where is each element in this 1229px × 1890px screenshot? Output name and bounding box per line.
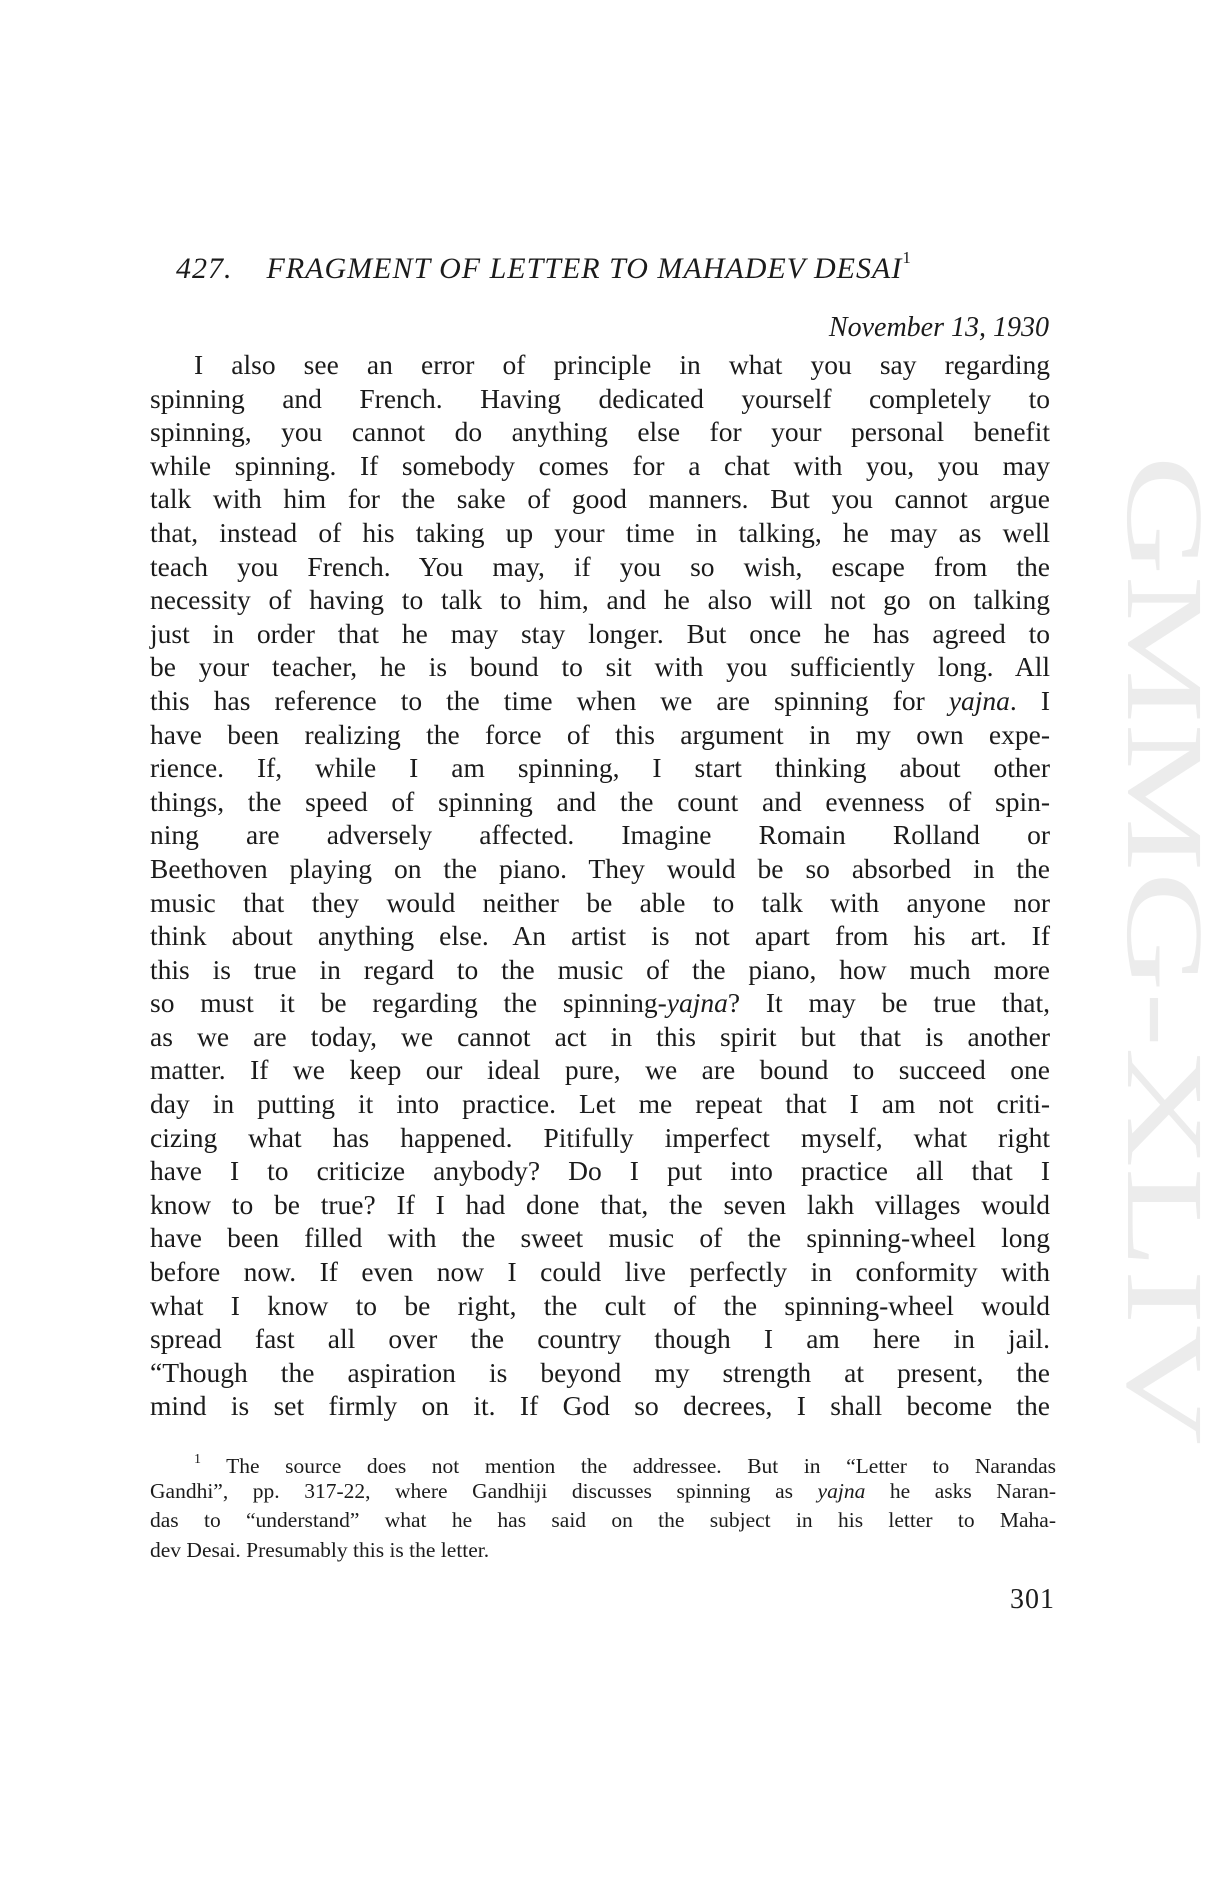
body-line xyxy=(150,886,1050,920)
text-segment: what I know to be right, the cult of the spinning-wheel would xyxy=(150,1289,1050,1321)
text-segment: . I xyxy=(1009,684,1050,716)
letter-body xyxy=(150,348,1050,1423)
text-segment: things, the speed of spinning and the count and evenness of spin- xyxy=(150,785,1050,817)
text-segment: have been realizing the force of this argument in my own expe- xyxy=(150,718,1050,750)
footnote-line xyxy=(150,1536,1056,1566)
text-segment: just in order that he may stay longer. But once he has agreed to xyxy=(150,617,1050,649)
text-segment: spinning, you cannot do anything else for your personal benefit xyxy=(150,416,1050,448)
body-line xyxy=(150,449,1050,483)
page-heading xyxy=(176,248,1106,286)
heading-number: 427. xyxy=(176,252,233,285)
body-line xyxy=(150,1221,1050,1255)
heading-footnote-ref: 1 xyxy=(902,248,912,267)
text-segment: talk with him for the sake of good manners. But you cannot argue xyxy=(150,483,1050,515)
watermark xyxy=(1104,455,1226,1445)
body-line xyxy=(150,415,1050,449)
text-segment: ? It may be true that, xyxy=(727,987,1050,1019)
body-line xyxy=(150,650,1050,684)
text-segment: music that they would neither be able to talk with anyone nor xyxy=(150,886,1050,918)
body-line xyxy=(150,852,1050,886)
body-line xyxy=(150,1322,1050,1356)
body-line xyxy=(150,1154,1050,1188)
watermark-graphic xyxy=(1104,455,1226,1445)
text-segment: before now. If even now I could live perfectly in conformity with xyxy=(150,1256,1050,1288)
body-line xyxy=(150,919,1050,953)
text-segment: dev Desai. Presumably this is the letter. xyxy=(150,1537,490,1562)
text-segment: this has reference to the time when we are spinning for xyxy=(150,684,949,716)
footnote-line xyxy=(150,1477,1056,1507)
body-line xyxy=(150,751,1050,785)
body-line xyxy=(150,818,1050,852)
text-segment: so must it be regarding the spinning- xyxy=(150,987,667,1019)
text-segment: that, instead of his taking up your time in talking, he may as well xyxy=(150,516,1050,548)
body-line xyxy=(150,617,1050,651)
text-segment: teach you French. You may, if you so wish, escape from the xyxy=(150,550,1050,582)
text-segment: have been filled with the sweet music of the spinning-wheel long xyxy=(150,1222,1050,1254)
text-segment: rience. If, while I am spinning, I start thinking about other xyxy=(150,752,1050,784)
text-segment: while spinning. If somebody comes for a chat with you, you may xyxy=(150,449,1050,481)
text-segment: matter. If we keep our ideal pure, we are bound to succeed one xyxy=(150,1054,1050,1086)
footnote-line xyxy=(150,1447,1056,1477)
body-line xyxy=(150,583,1050,617)
text-segment: day in putting it into practice. Let me repeat that I am not criti- xyxy=(150,1088,1050,1120)
body-line xyxy=(150,718,1050,752)
body-line xyxy=(150,1188,1050,1222)
body-line xyxy=(150,550,1050,584)
italic-term: yajna xyxy=(666,987,728,1019)
text-segment: spread fast all over the country though I am here in jail. xyxy=(150,1323,1050,1355)
body-line xyxy=(150,1356,1050,1390)
text-segment: “Though the aspiration is beyond my strength at present, the xyxy=(150,1356,1050,1388)
body-line xyxy=(150,1255,1050,1289)
body-line xyxy=(150,482,1050,516)
text-segment: das to “understand” what he has said on the subject in his letter to Maha- xyxy=(150,1508,1056,1532)
body-line xyxy=(150,1121,1050,1155)
body-line xyxy=(150,1289,1050,1323)
body-line xyxy=(150,348,1050,382)
body-line xyxy=(150,382,1050,416)
text-segment: necessity of having to talk to him, and he also will not go on talking xyxy=(150,584,1050,616)
watermark-text: GMMG-XLIV xyxy=(1104,455,1226,1109)
body-line xyxy=(150,785,1050,819)
body-line xyxy=(150,1053,1050,1087)
italic-term: yajna xyxy=(817,1478,866,1503)
dateline: November 13, 1930 xyxy=(828,312,1049,343)
text-segment: Beethoven playing on the piano. They would be so absorbed in the xyxy=(150,852,1050,884)
text-segment: as we are today, we cannot act in this spirit but that is another xyxy=(150,1020,1050,1052)
text-segment: mind is set firmly on it. If God so decrees, I shall become the xyxy=(150,1390,1050,1422)
footnotes xyxy=(150,1447,1056,1565)
body-line xyxy=(150,516,1050,550)
body-line xyxy=(150,1087,1050,1121)
body-line xyxy=(150,684,1050,718)
footnote-marker: 1 xyxy=(194,1452,201,1467)
body-line xyxy=(150,1020,1050,1054)
text-segment: spinning and French. Having dedicated yourself completely to xyxy=(150,382,1050,414)
heading-title: FRAGMENT OF LETTER TO MAHADEV DESAI xyxy=(266,252,903,285)
text-segment: know to be true? If I had done that, the seven lakh villages would xyxy=(150,1188,1050,1220)
text-segment: I also see an error of principle in what you say regarding xyxy=(194,349,1050,380)
text-segment: have I to criticize anybody? Do I put into practice all that I xyxy=(150,1155,1050,1187)
body-line xyxy=(150,1389,1050,1423)
page-number: 301 xyxy=(1010,1584,1055,1615)
body-line xyxy=(150,986,1050,1020)
text-segment: he asks Naran- xyxy=(865,1478,1056,1503)
text-segment: The source does not mention the addressee. But in “Letter to Narandas xyxy=(201,1454,1056,1479)
text-segment: ning are adversely affected. Imagine Romain Rolland or xyxy=(150,819,1050,851)
text-segment: this is true in regard to the music of the piano, how much more xyxy=(150,953,1050,985)
text-segment: Gandhi”, pp. 317-22, where Gandhiji discusses spinning as xyxy=(150,1478,818,1503)
text-segment: think about anything else. An artist is not apart from his art. If xyxy=(150,920,1050,952)
footnote-line xyxy=(150,1506,1056,1536)
text-segment: cizing what has happened. Pitifully imperfect myself, what right xyxy=(150,1121,1050,1153)
italic-term: yajna xyxy=(948,684,1010,716)
text-segment: be your teacher, he is bound to sit with you sufficiently long. All xyxy=(150,651,1050,683)
body-line xyxy=(150,953,1050,987)
